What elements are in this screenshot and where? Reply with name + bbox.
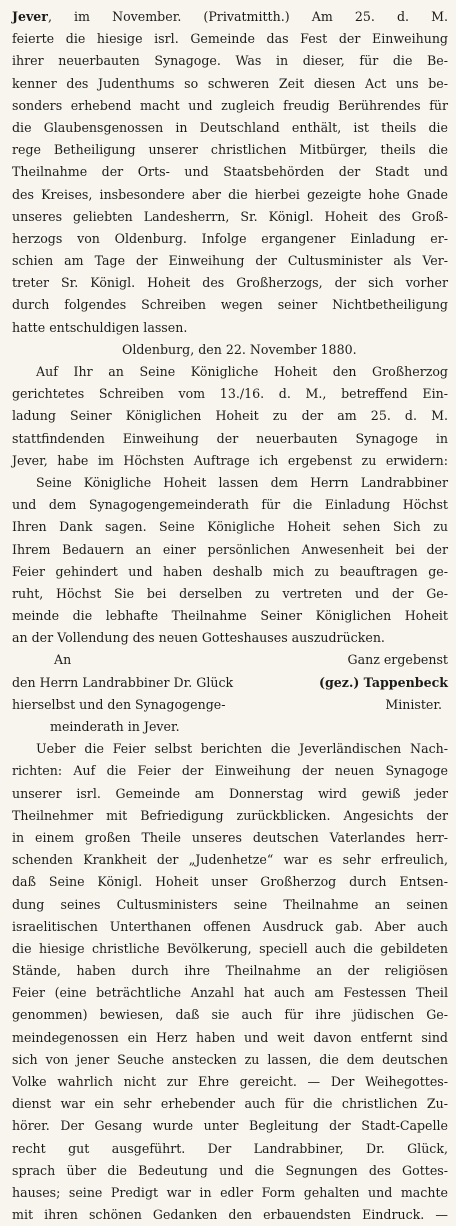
text-line: hörer. Der Gesang wurde unter Begleitung der Stadt-Capelle [12,1118,448,1134]
text-line: feierte die hiesige isrl. Gemeinde das Fest der Einweihung [12,31,448,47]
text-line: Stände, haben durch ihre Theilnahme an der religiösen [12,963,448,979]
text-line: meindegenossen ein Herz haben und weit davon entfernt sind [12,1029,448,1045]
text-line: meinde die lebhafte Theilnahme Seiner Königlichen Hoheit [12,608,448,624]
text-line: die hiesige christliche Bevölkerung, speciell auch die gebildeten [12,940,448,956]
report-body [12,738,448,1226]
text-line: sich von jener Seuche anstecken zu lassen, die dem deutschen [12,1051,448,1067]
address-right: (gez.) Tappenbeck [319,674,448,690]
text-line: durch folgendes Schreiben wegen seiner Nichtbetheiligung [12,297,448,313]
text-line: schenden Krankheit der „Judenhetze“ war es sehr erfreulich, [12,852,448,868]
dateline: Oldenburg, den 22. November 1880. [122,341,357,357]
text-line: sprach über die Bedeutung und die Segnungen des Gottes- [12,1162,448,1178]
address-right: Ganz ergebenst [347,652,448,668]
address-row [12,672,448,694]
address-left: den Herrn Landrabbiner Dr. Glück [12,674,234,690]
text-line: stattfindenden Einweihung der neuerbauten Synagoge in [12,430,448,446]
text-line: Seine Königliche Hoheit lassen dem Herrn Landrabbiner [36,474,448,490]
text-line: Ueber die Feier selbst berichten die Jeverländischen Nach- [36,741,448,757]
text-line: Feier (eine beträchtliche Anzahl hat auch am Festessen Theil [12,985,448,1001]
address-left: An [54,652,72,668]
place-name: Jever [12,9,48,24]
text-line: rege Betheiligung unserer christlichen Mitbürger, theils die [12,142,448,158]
address-row [12,694,448,716]
text-line: dung seines Cultusministers seine Theilnahme an seinen [12,896,448,912]
text-line: ruht, Höchst Sie bei derselben zu vertreten und der Ge- [12,585,448,601]
text-line: daß Seine Königl. Hoheit unser Großherzog durch Entsen- [12,874,448,890]
text-line: Ihrem Bedauern an einer persönlichen Anwesenheit bei der [12,541,448,557]
text-line: richten: Auf die Feier der Einweihung der neuen Synagoge [12,763,448,779]
letter-body [12,361,448,649]
address-row [12,716,448,738]
text-line: ladung Seiner Königlichen Hoheit zu der am 25. d. M. [12,408,448,424]
text-line: hauses; seine Predigt war in edler Form gehalten und machte [12,1184,448,1200]
text-line: sonders erhebend macht und zugleich freudig Berührendes für [12,97,448,113]
article-intro [12,6,448,339]
text-line: Ihren Dank sagen. Seine Königliche Hoheit sehen Sich zu [12,519,448,535]
text-line: kenner des Judenthums so schweren Zeit diesen Act uns be- [12,75,448,91]
text-line: gerichtetes Schreiben vom 13./16. d. M., betreffend Ein- [12,386,448,402]
text-line: herzogs von Oldenburg. Infolge ergangener Einladung er- [12,230,448,246]
text-line: unserer isrl. Gemeinde am Donnerstag wird gewiß jeder [12,785,448,801]
text-line: Auf Ihr an Seine Königliche Hoheit den Großherzog [36,364,448,379]
text-line: hatte entschuldigen lassen. [12,319,188,335]
text-line: dienst war ein sehr erhebender auch für die christlichen Zu- [12,1096,448,1112]
text-line: israelitischen Unterthanen offenen Ausdruck gab. Aber auch [12,918,448,934]
address-left: meinderath in Jever. [50,719,180,734]
text-line: genommen) bewiesen, daß sie auch für ihre jüdischen Ge- [12,1007,448,1023]
text-line: an der Vollendung des neuen Gotteshauses auszudrücken. [12,630,385,646]
text-line: mit ihren schönen Gedanken den erbauendsten Eindruck. — [12,1207,448,1223]
text-line: treter Sr. Königl. Hoheit des Großherzogs, der sich vorher [12,275,448,291]
address-row [12,649,448,671]
text-line: recht gut ausgeführt. Der Landrabbiner, Dr. Glück, [12,1140,448,1156]
letter-address-block [12,649,448,738]
text-line: Volke wahrlich nicht zur Ehre gereicht. — Der Weihegottes- [12,1074,448,1089]
text-line: Theilnahme der Orts- und Staatsbehörden der Stadt und [12,164,448,180]
address-left: hierselbst und den Synagogenge- [12,696,226,712]
text-line: und dem Synagogengemeinderath für die Einladung Höchst [12,497,448,513]
text-line: unseres geliebten Landesherrn, Sr. Königl. Hoheit des Groß- [12,208,448,224]
text-line: die Glaubensgenossen in Deutschland enthält, ist theils die [12,119,448,135]
text-line: des Kreises, insbesondere aber die hierbei gezeigte hohe Gnade [12,186,448,202]
text-line: Theilnehmer mit Befriedigung zurückblicken. Angesichts der [12,807,448,823]
text-line: Jever, habe im Höchsten Auftrage ich ergebenst zu erwidern: [12,452,448,468]
text-line: in einem großen Theile unseres deutschen Vaterlandes herr- [12,829,448,845]
text-line: ihrer neuerbauten Synagoge. Was in dieser, für die Be- [12,53,448,69]
text-line: schien am Tage der Einweihung der Cultusminister als Ver- [12,253,448,269]
text-line: Feier gehindert und haben deshalb mich zu beauftragen ge- [12,563,448,579]
line-text: , im November. (Privatmitth.) Am 25. d. M. [47,9,448,24]
address-right: Minister. [385,696,442,712]
text-line [12,6,448,28]
